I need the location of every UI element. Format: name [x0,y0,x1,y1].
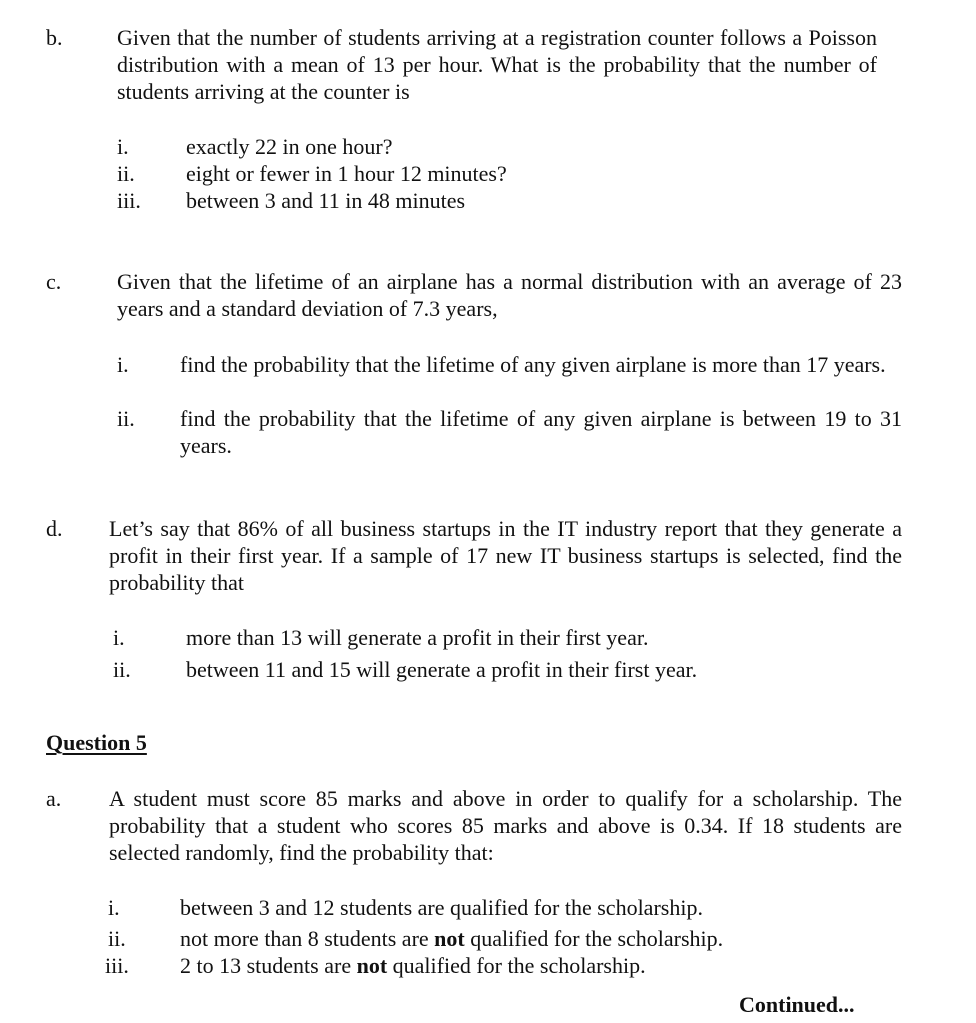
q5-part-a-item-2-text [180,925,723,952]
q5-item-2-text-after: qualified for the scholarship. [464,926,724,951]
part-d-question: Let’s say that 86% of all business startups in the IT industry report that they generate a profit in their first year. If a sample of 17 new IT business startups is selected, find the probability that [109,516,902,595]
part-b-item-2-num: ii. [117,161,135,186]
q5-part-a-item-2-num: ii. [108,926,126,951]
part-b-question: Given that the number of students arriving at a registration counter follows a Poisson distribution with a mean of 13 per hour. What is the probability that the number of students arriving at the counter is [117,25,877,104]
part-d-item-2-num: ii. [113,657,131,682]
part-d-item-1-text: more than 13 will generate a profit in their first year. [186,625,649,650]
part-c-item-1-text: find the probability that the lifetime of any given airplane is more than 17 years. [180,352,886,377]
q5-item-3-bold-not: not [356,953,388,978]
q5-item-2-bold-not: not [434,926,465,951]
part-b-item-1-num: i. [117,134,129,159]
continued-label: Continued... [739,992,855,1017]
part-c-label: c. [46,269,62,294]
part-d-label: d. [46,516,63,541]
q5-item-3-text-after: qualified for the scholarship. [387,953,646,978]
part-c-item-2-text: find the probability that the lifetime of any given airplane is between 19 to 31 years. [180,406,902,458]
part-b-item-1-text: exactly 22 in one hour? [186,134,393,159]
part-b-item-2-text: eight or fewer in 1 hour 12 minutes? [186,161,507,186]
question-5-heading: Question 5 [46,730,147,755]
q5-part-a-item-3-num: iii. [105,953,129,978]
part-c-question: Given that the lifetime of an airplane has a normal distribution with an average of 23 years and a standard deviation of 7.3 years, [117,269,902,321]
q5-part-a-item-1-num: i. [108,895,120,920]
q5-part-a-item-1-text: between 3 and 12 students are qualified for the scholarship. [180,895,703,920]
q5-part-a-item-3-text [180,952,646,979]
q5-item-2-text-before: not more than 8 students are [180,926,435,951]
part-d-item-2-text: between 11 and 15 will generate a profit in their first year. [186,657,698,682]
q5-part-a-question: A student must score 85 marks and above in order to qualify for a scholarship. The probability that a student who scores 85 marks and above is 0.34. If 18 students are selected randomly, find the probability that: [109,786,902,865]
part-c-item-2-num: ii. [117,406,135,431]
part-b-item-3-text: between 3 and 11 in 48 minutes [186,188,466,213]
part-c-item-1-num: i. [117,352,129,377]
part-b-item-3-num: iii. [117,188,141,213]
part-b-label: b. [46,25,63,50]
q5-part-a-label: a. [46,786,62,811]
part-d-item-1-num: i. [113,625,125,650]
q5-item-3-text-before: 2 to 13 students are [180,953,357,978]
